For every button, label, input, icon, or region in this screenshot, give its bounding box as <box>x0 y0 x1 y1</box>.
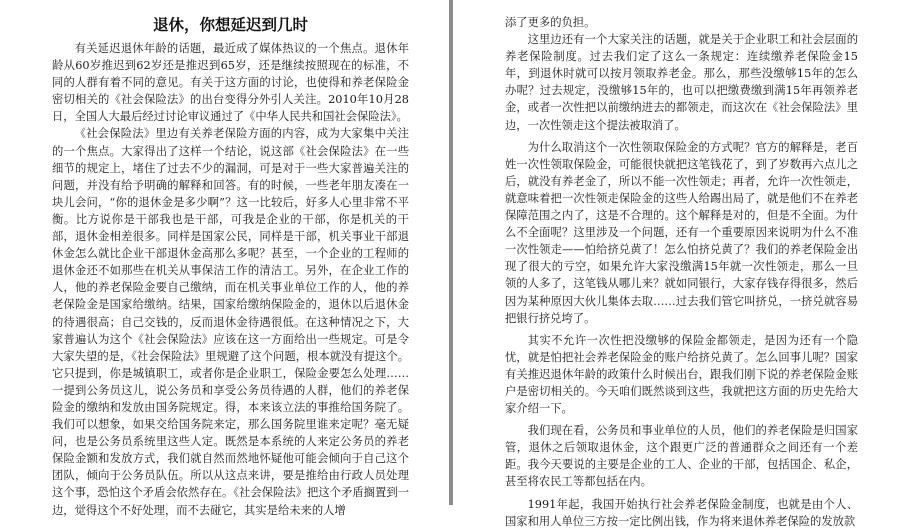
paragraph: 《社会保险法》里边有关养老保险方面的内容，成为大家集中关注的一个焦点。大家得出了这样一个结论，说这部《社会保险法》在一些细节的规定上，堵住了过去不少的漏洞，可是对于一些大家普遍关注的问题，并没有给予明确的解释和回答。有的时候，一些老年朋友凑在一块儿会问，“你的退休金是多少啊”？这一比较后，好多人心里非常不平衡。比方说你是干部我也是干部，可我是企业的干部，你是机关的干部，退休金相差很多。同样是国家公民，同样是干部，机关事业干部退休金怎么就比企业干部退休金高那么多呢？甚至，一个企业的工程师的退休金还不如那些在机关从事保洁工作的清洁工。另外，在企业工作的人，他的养老保险金要自己缴纳，而在机关事业单位工作的人，他的养老保险金是国家给缴纳。结果，国家给缴纳保险金的，退休以后退休金的待遇很高；自己交钱的，反而退休金待遇很低。在这种情况之下，大家普遍认为这个《社会保险法》应该在这一方面给出一些规定。可是令大家失望的是，《社会保险法》里规避了这个问题，根本就没有提这个。它只提到，你是城镇职工，或者你是企业职工，保险金要怎么处理……一提到公务员这儿，说公务员和享受公务员待遇的人群，他们的养老保险金的缴纳和发放由国务院规定。得，本来该立法的事推给国务院了。我们可以想象，如果交给国务院来定，那么国务院里谁来定呢？毫无疑问，也是公务员系统里这些人定。既然是本系统的人来定公务员的养老保险金额和发放方式，我们就自然而然地怀疑他可能会倾向于自己这个团队，倾向于公务员队伍。所以从这点来讲，要是推给由行政人员处理这个事，恐怕这个矛盾会依然存在。《社会保险法》把这个矛盾搁置到一边，觉得这个不好处理，而不去碰它，其实是给未来的人增 <box>52 127 409 517</box>
paragraph: 1991年起，我国开始执行社会养老保险金制度，也就是由个人、国家和用人单位三方按一定比例出钱，作为将来退休养老保险的发放款 <box>505 497 858 528</box>
paragraph: 其实不允许一次性把没缴够的保险金都领走，是因为还有一个隐忧，就是怕把社会养老保险金的账户给挤兑黄了。怎么回事儿呢？国家有关推迟退休年龄的政策什么时候出台，跟我们刚下说的养老保险金账户是密切相关的。今天咱们既然谈到这些，我就把这方面的历史先给大家介绍一下。 <box>505 333 858 416</box>
paragraph: 这里边还有一个大家关注的话题，就是关于企业职工和社会层面的养老保险制度。过去我们定了这么一条规定：连续缴养老保险金15年，到退休时就可以按月领取养老金。那么，那些没缴够15年的怎么办呢？过去规定，没缴够15年的，也可以把缴费缴到满15年再领养老金，或者一次性把以前缴纳进去的都领走，而这次在《社会保险法》里边，一次性领走这个提法被取消了。 <box>505 33 858 132</box>
paragraph: 我们现在看，公务员和事业单位的人员，他们的养老保险是归国家管，退休之后领取退休金，这个跟更广泛的普通群众之间还有一个差距。我今天要说的主要是企业的工人、企业的干部，包括国企、私企，甚至将农民工等都包括在内。 <box>505 424 858 489</box>
paragraph-continuation: 添了更多的负担。 <box>505 16 596 29</box>
left-page <box>0 0 449 517</box>
paragraph: 有关延迟退休年龄的话题，最近成了媒体热议的一个焦点。退休年龄从60岁推迟到62岁还是推迟到65岁，还是继续按照现在的标准，不同的人群有着不同的意见。有关于这方面的讨论，也使得和养老保险金密切相关的《社会保险法》的出台变得分外引人关注。2010年10月28日，全国人大最后经过讨论审议通过了《中华人民共和国社会保险法》。 <box>52 42 409 124</box>
document-title: 退休，你想延迟到几时 <box>152 16 308 34</box>
right-page <box>453 0 900 528</box>
paragraph: 为什么取消这个一次性领取保险金的方式呢？官方的解释是，老百姓一次性领取保险金，可能很快就把这笔钱花了，到了岁数再六点儿之后，就没有养老金了，所以不能一次性领走；再者，允许一次性领走，就意味着把一次性领走保险金的这些人给踢出局了，就是他们不在养老保障范围之内了，这是不合理的。这个解释是对的，但是不全面。为什么不全面呢？这里涉及一个问题，还有一个重要原因来说明为什么不准一次性领走——怕给挤兑黄了！怎么怕挤兑黄了？我们的养老保险金出现了很大的亏空，如果允许大家没缴满15年就一次性领走，那么一旦领的人多了，这笔钱从哪儿来？就如同银行，大家存钱存得很多，然后因为某种原因大伙儿集体去取……过去我们管它叫挤兑，一挤兑就容易把银行挤兑垮了。 <box>505 140 858 325</box>
